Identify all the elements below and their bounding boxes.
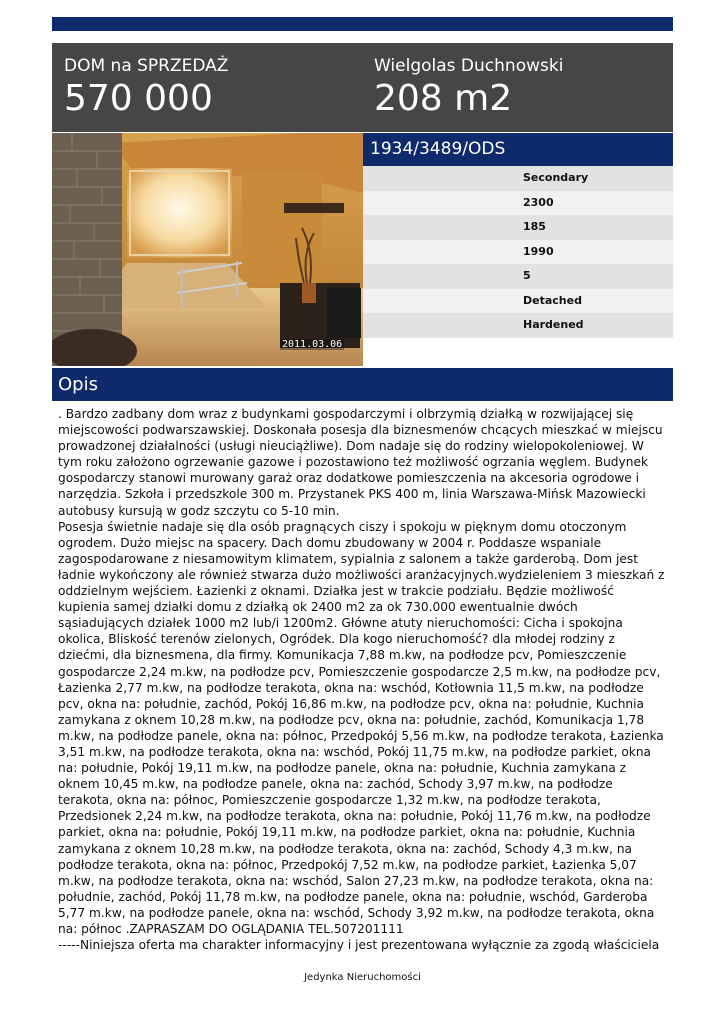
- footer-company: Jedynka Nieruchomości: [304, 972, 421, 983]
- top-accent-bar: [52, 17, 673, 31]
- photo-date-stamp: 2011.03.06: [282, 339, 343, 350]
- detail-market-type: Secondary: [363, 166, 673, 191]
- detail-road-type: Hardened: [363, 313, 673, 338]
- description-heading: Opis: [52, 368, 673, 401]
- detail-plot-area: 2300: [363, 191, 673, 216]
- agent-block: [374, 56, 563, 121]
- listing-header: [52, 43, 673, 132]
- price-block: [64, 56, 228, 121]
- agent-name: Wielgolas Duchnowski: [374, 56, 564, 76]
- property-photo-image: [52, 133, 363, 366]
- detail-building-type: Detached: [363, 289, 673, 314]
- listing-price: 570 000: [64, 78, 213, 119]
- listing-type: DOM na SPRZEDAŻ: [64, 56, 229, 76]
- property-details-table: [363, 166, 673, 338]
- detail-rooms: 5: [363, 264, 673, 289]
- detail-usable-area: 185: [363, 215, 673, 240]
- listing-area: 208 m2: [374, 78, 513, 119]
- description-text: . Bardzo zadbany dom wraz z budynkami gospodarczymi i olbrzymią działką w rozwijającej się miejscowości podwarszawskiej. Doskonała posesja dla biznesmenów chcących mieszkać w miejscu prowadzonej działalności (usługi nieuciążliwe). Dom nadaje się do rodziny wielopokoleniowej. W tym roku założono ogrzewanie gazowe i pozostawiono też możliwość ogrzania węglem. Budynek gospodarczy stanowi murowany garaż oraz dodatkowe pomieszczenia na akcesoria ogrodowe i narzędzia. Szkoła i przedszkole 300 m. Przystanek PKS 400 m, linia Warszawa-Mińsk Mazowiecki autobusy kursują w godz szczytu co 5-10 min. Posesja świetnie nadaje się dla osób pragnących ciszy i spokoju w pięknym domu otoczonym ogrodem. Dużo miejsc na spacery. Dach domu zbudowany w 2004 r. Poddasze wspaniale zagospodarowane z niesamowitym klimatem, sypialnia z salonem a także garderobą. Dom jest ładnie wykończony ale również stwarza dużo możliwości aranżacyjnych.wydzieleniem 3 mieszkań z oddzielnym wejściem. Łazienki z oknami. Działka jest w trakcie podziału. Będzie możliwość kupienia samej działki domu z działką ok 2400 m2 za ok 730.000 ewentualnie dwóch sąsiadujących działek 1000 m2 lub/i 1200m2. Główne atuty nieruchomości: Cicha i spokojna okolica, Bliskość terenów zielonych, Ogródek. Dla kogo nieruchomość? dla młodej rodziny z dziećmi, dla biznesmena, dla firmy. Komunikacja 7,88 m.kw, na podłodze pcv, Pomieszczenie gospodarcze 2,24 m.kw, na podłodze pcv, Pomieszczenie gospodarcze 2,5 m.kw, na podłodze pcv, Łazienka 2,77 m.kw, na podłodze terakota, okna na: wschód, Kotłownia 11,5 m.kw, na podłodze pcv, okna na: południe, zachód, Pokój 16,86 m.kw, na podłodze pcv, okna na: południe, Kuchnia zamykana z oknem 10,28 m.kw, na podłodze pcv, okna na: południe, zachód, Komunikacja 1,78 m.kw, na podłodze panele, okna na: północ, Przedpokój 5,56 m.kw, na podłodze terakota, Łazienka 3,51 m.kw, na podłodze terakota, okna na: wschód, Pokój 11,75 m.kw, na podłodze parkiet, okna na: południe, Pokój 19,11 m.kw, na podłodze panele, okna na: południe, Kuchnia zamykana z oknem 10,45 m.kw, na podłodze panele, okna na: zachód, Schody 3,97 m.kw, na podłodze terakota, okna na: północ, Pomieszczenie gospodarcze 1,32 m.kw, na podłodze terakota, Przedsionek 2,24 m.kw, na podłodze terakota, okna na: południe, Pokój 11,76 m.kw, na podłodze parkiet, okna na: południe, Pokój 19,11 m.kw, na podłodze parkiet, okna na: południe, Kuchnia zamykana z oknem 10,28 m.kw, na podłodze terakota, okna na: zachód, Schody 4,3 m.kw, na podłodze terakota, okna na: północ, Przedpokój 7,52 m.kw, na podłodze parkiet, Łazienka 5,07 m.kw, na podłodze terakota, okna na: wschód, Salon 27,23 m.kw, na podłodze terakota, okna na: południe, zachód, Pokój 11,78 m.kw, na podłodze panele, okna na: południe, wschód, Garderoba 5,77 m.kw, na podłodze panele, okna na: wschód, Schody 3,92 m.kw, na podłodze terakota, okna na: północ .ZAPRASZAM DO OGLĄDANIA TEL.507201111 -----Niniejsza oferta ma charakter informacyjny i jest prezentowana wyłącznie za zgodą właściciela: [58, 407, 665, 953]
- listing-reference: 1934/3489/ODS: [363, 133, 673, 166]
- detail-year-built: 1990: [363, 240, 673, 265]
- property-photo: [52, 133, 363, 366]
